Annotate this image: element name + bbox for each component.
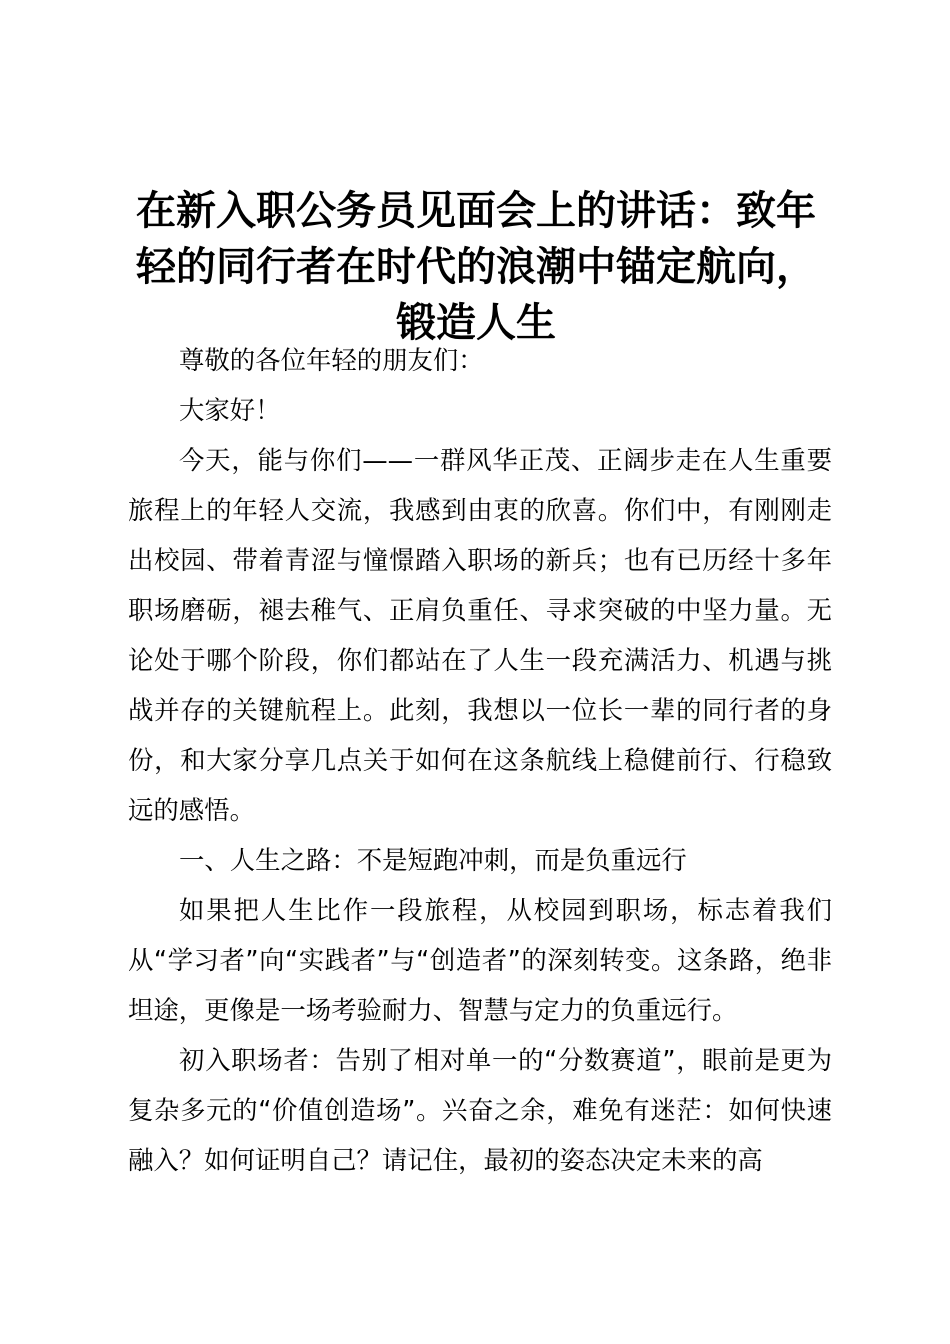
paragraph-journey: 如果把人生比作一段旅程，从校园到职场，标志着我们从“学习者”向“实践者”与“创造者”的深刻转变。这条路，绝非坦途，更像是一场考验耐力、智慧与定力的负重远行。: [128, 895, 832, 1025]
section-heading-1: 一、人生之路：不是短跑冲刺，而是负重远行: [179, 845, 687, 875]
paragraph-newcomers: 初入职场者：告别了相对单一的“分数赛道”，眼前是更为复杂多元的“价值创造场”。兴奋之余，难免有迷茫：如何快速融入？如何证明自己？请记住，最初的姿态决定未来的高: [128, 1045, 832, 1175]
paragraph-intro: 今天，能与你们——一群风华正茂、正阔步走在人生重要旅程上的年轻人交流，我感到由衷的欣喜。你们中，有刚刚走出校园、带着青涩与憧憬踏入职场的新兵；也有已历经十多年职场磨砺，褪去稚气、正肩负重任、寻求突破的中坚力量。无论处于哪个阶段，你们都站在了人生一段充满活力、机遇与挑战并存的关键航程上。此刻，我想以一位长一辈的同行者的身份，和大家分享几点关于如何在这条航线上稳健前行、行稳致远的感悟。: [128, 445, 832, 825]
salutation: 尊敬的各位年轻的朋友们：: [179, 345, 484, 375]
greeting: 大家好！: [179, 395, 281, 425]
document-body: [128, 335, 832, 1185]
document-title: 在新入职公务员见面会上的讲话：致年轻的同行者在时代的浪潮中锚定航向，锻造人生: [136, 188, 816, 346]
